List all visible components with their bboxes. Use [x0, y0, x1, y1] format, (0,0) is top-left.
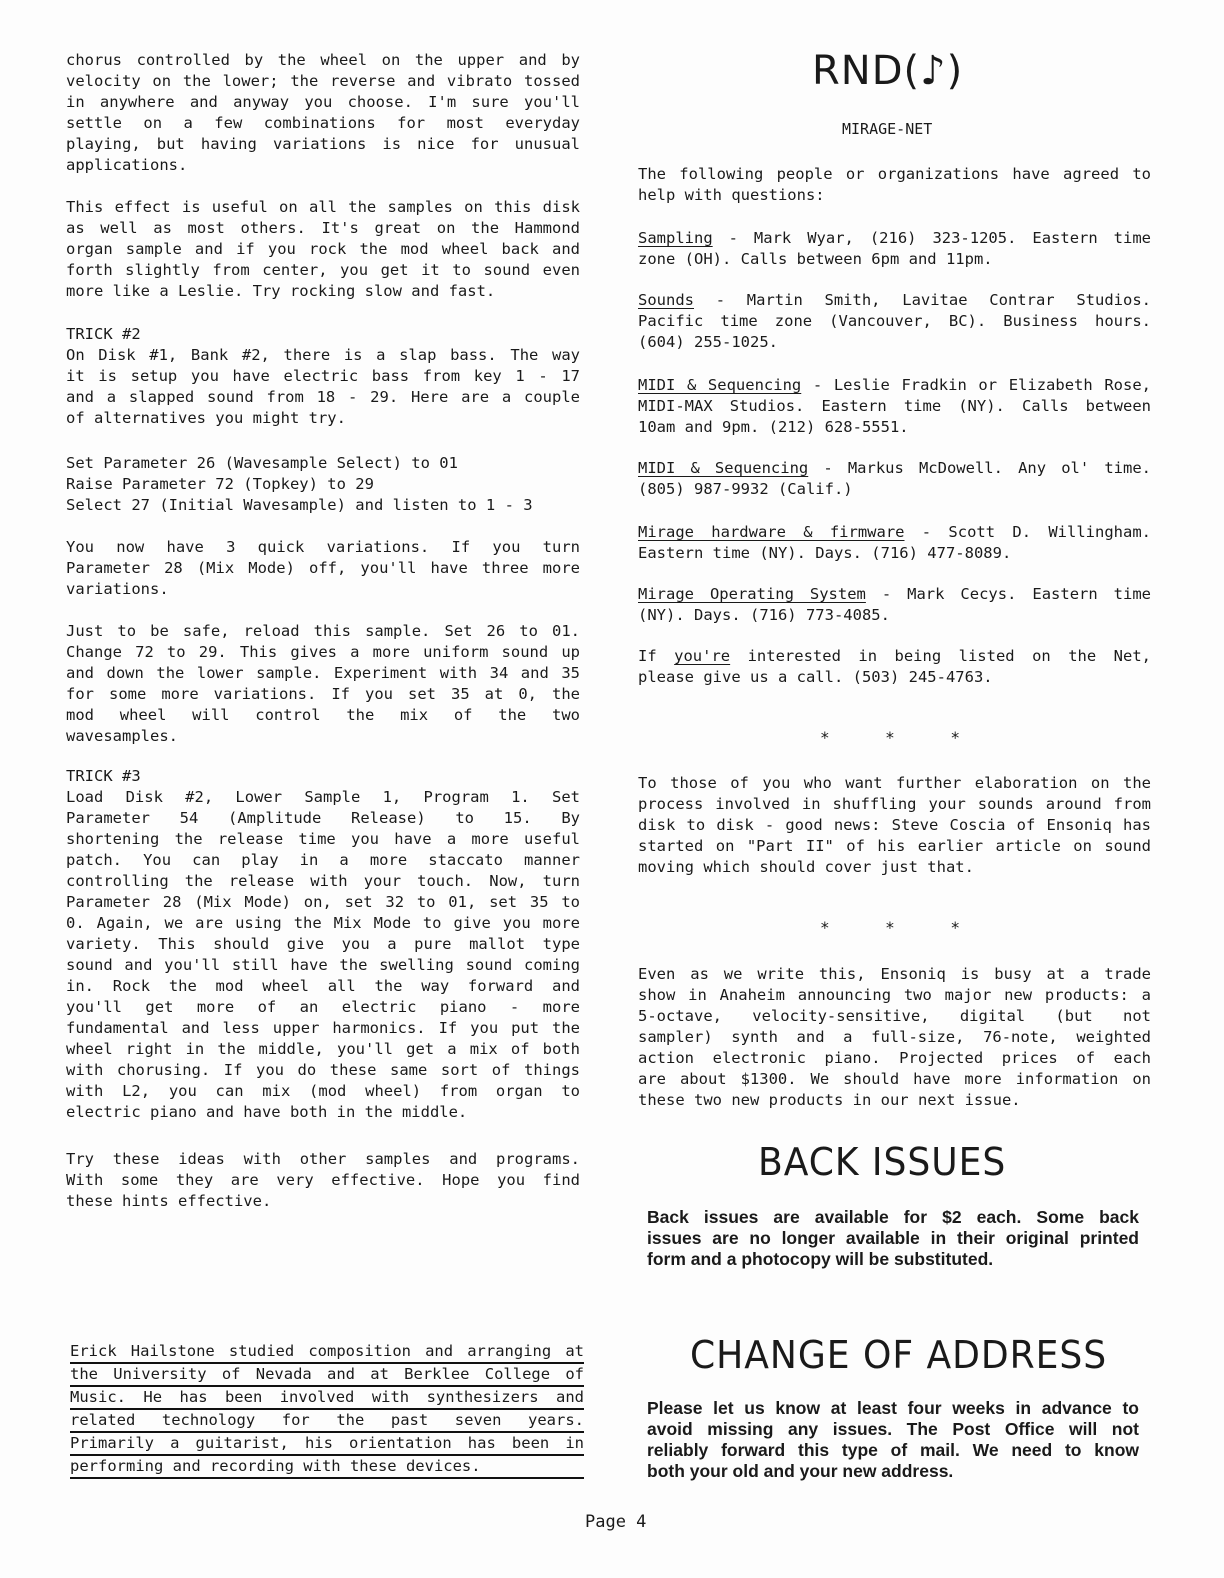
text-line: organ sample and if you rock the mod wheel back and — [66, 240, 580, 258]
text-line: Primarily a guitarist, his orientation has been in — [70, 1433, 584, 1456]
underlined-topic: Sampling — [638, 229, 713, 247]
text-line: and a slapped sound from 18 - 29. Here are a couple — [66, 388, 580, 406]
text-segment: - Mark Wyar, (216) 323-1205. Eastern time — [712, 229, 1151, 247]
text-line: variety. This should give you a pure mallot type — [66, 935, 580, 953]
text-line — [638, 228, 1151, 249]
contact-entry — [638, 375, 1151, 438]
contact-entry — [638, 522, 1151, 564]
text-line: MIDI-MAX Studios. Eastern time (NY). Calls between — [638, 397, 1151, 415]
music-note-icon: ♪ — [920, 48, 947, 94]
text-line: settle on a few combinations for most everyday — [66, 114, 580, 132]
underlined-topic: MIDI & Sequencing — [638, 376, 802, 394]
text-line: in. Rock the mod wheel all the way forward and — [66, 977, 580, 995]
text-line: issues are no longer available in their original printed — [647, 1228, 1139, 1248]
underlined-topic: MIDI & Sequencing — [638, 459, 809, 477]
underlined-topic: you're — [674, 647, 731, 665]
text-line: as well as most others. It's great on the Hammond — [66, 219, 580, 237]
separator: * * * — [820, 728, 960, 747]
back-issues-heading: BACK ISSUES — [758, 1140, 1007, 1184]
text-segment: - Martin Smith, Lavitae Contrar Studios. — [694, 291, 1151, 309]
text-line: these two new products in our next issue. — [638, 1091, 1021, 1109]
text-line: moving which should cover just that. — [638, 858, 974, 876]
text-segment: - Scott D. Willingham. — [904, 523, 1151, 541]
text-line: with chorusing. If you do these same sort of things — [66, 1061, 580, 1079]
text-line: TRICK #3 — [66, 767, 141, 785]
change-of-address-text — [647, 1396, 1139, 1480]
text-segment: If — [638, 647, 675, 665]
text-line: form and a photocopy will be substituted. — [647, 1249, 994, 1269]
text-line: started on "Part II" of his earlier article on sound — [638, 837, 1151, 855]
text-line: it is setup you have electric bass from key 1 - 17 — [66, 367, 580, 385]
paragraph — [66, 1149, 580, 1212]
text-line: disk to disk - good news: Steve Coscia of Ensoniq has — [638, 816, 1151, 834]
text-line: patch. You can play in a more staccato manner — [66, 851, 580, 869]
parameter-list — [66, 453, 580, 516]
text-line: Load Disk #2, Lower Sample 1, Program 1. Set — [66, 788, 580, 806]
logo-paren: ) — [946, 48, 964, 94]
text-line: 0. Again, we are using the Mix Mode to give you more — [66, 914, 580, 932]
text-line: sound and you'll still have the swelling sound coming — [66, 956, 580, 974]
text-segment: - Mark Cecys. Eastern time — [865, 585, 1151, 603]
text-line: 10am and 9pm. (212) 628-5551. — [638, 418, 909, 436]
text-line: 5-octave, velocity-sensitive, digital (but not — [638, 1007, 1151, 1025]
text-line: To those of you who want further elaboration on the — [638, 774, 1151, 792]
text-line: playing, but having variations is nice for unusual — [66, 135, 580, 153]
text-line — [638, 522, 1151, 543]
paragraph — [66, 50, 580, 176]
text-line: applications. — [66, 156, 188, 174]
text-line: Raise Parameter 72 (Topkey) to 29 — [66, 475, 374, 493]
text-line — [638, 375, 1151, 396]
text-line: mod wheel will control the mix of the two — [66, 706, 580, 724]
text-line: velocity on the lower; the reverse and vibrato tossed — [66, 72, 580, 90]
author-bio — [70, 1341, 584, 1479]
text-line: Pacific time zone (Vancouver, BC). Business hours. — [638, 312, 1151, 330]
text-line: for some more variations. If you set 35 at 0, the — [66, 685, 580, 703]
text-line: TRICK #2 — [66, 325, 141, 343]
text-line: with L2, you can mix (mod wheel) from organ to — [66, 1082, 580, 1100]
text-line: Back issues are available for $2 each. Some back — [647, 1207, 1139, 1227]
text-line: Please let us know at least four weeks in advance to — [647, 1398, 1139, 1418]
text-line: chorus controlled by the wheel on the upper and by — [66, 51, 580, 69]
paragraph — [638, 164, 1151, 206]
trick-3-paragraph — [66, 766, 580, 1123]
change-of-address-heading: CHANGE OF ADDRESS — [690, 1333, 1108, 1377]
text-line: wheel right in the middle, you'll get a mix of both — [66, 1040, 580, 1058]
text-line: process involved in shuffling your sounds around from — [638, 795, 1151, 813]
text-line: wavesamples. — [66, 727, 178, 745]
underlined-topic: Sounds — [638, 291, 694, 309]
rnd-logo — [812, 48, 963, 94]
text-line: both your old and your new address. — [647, 1461, 954, 1481]
page-number: Page 4 — [585, 1512, 647, 1532]
text-line: help with questions: — [638, 186, 825, 204]
text-line: sampler) synth and a full-size, 76-note, weighted — [638, 1028, 1151, 1046]
text-line: the University of Nevada and at Berklee College of — [70, 1364, 584, 1387]
text-line: you'll get more of an electric piano - more — [66, 998, 580, 1016]
text-line — [638, 646, 1151, 667]
contact-entry — [638, 228, 1151, 270]
paragraph — [638, 646, 1151, 688]
text-line: Parameter 28 (Mix Mode) off, you'll have three more — [66, 559, 580, 577]
paragraph — [66, 197, 580, 302]
text-line: more like a Leslie. Try rocking slow and fast. — [66, 282, 496, 300]
text-line: performing and recording with these devices. — [70, 1456, 584, 1479]
text-line: in anywhere and anyway you choose. I'm sure you'll — [66, 93, 580, 111]
text-line: avoid missing any issues. The Post Office will not — [647, 1419, 1139, 1439]
underlined-topic: Mirage Operating System — [638, 585, 866, 603]
text-line: Set Parameter 26 (Wavesample Select) to 01 — [66, 454, 458, 472]
text-line: show in Anaheim announcing two major new products: a — [638, 986, 1151, 1004]
text-line: variations. — [66, 580, 169, 598]
text-line: Eastern time (NY). Days. (716) 477-8089. — [638, 544, 1012, 562]
contact-entry — [638, 290, 1151, 353]
text-line: forth slightly from center, you get it to sound even — [66, 261, 580, 279]
text-line: shortening the release time you have a more useful — [66, 830, 580, 848]
text-line — [638, 290, 1151, 311]
trick-2-paragraph — [66, 324, 580, 429]
text-line: (805) 987-9932 (Calif.) — [638, 480, 853, 498]
text-line: reliably forward this type of mail. We need to know — [647, 1440, 1139, 1460]
text-line: With some they are very effective. Hope you find — [66, 1171, 580, 1189]
paragraph — [66, 537, 580, 600]
text-line: (604) 255-1025. — [638, 333, 778, 351]
text-line: Parameter 54 (Amplitude Release) to 15. By — [66, 809, 580, 827]
text-line: On Disk #1, Bank #2, there is a slap bass. The way — [66, 346, 580, 364]
text-line: of alternatives you might try. — [66, 409, 346, 427]
text-line: are about $1300. We should have more information on — [638, 1070, 1151, 1088]
text-line: action electronic piano. Projected prices of each — [638, 1049, 1151, 1067]
text-segment: - Markus McDowell. Any ol' time. — [808, 459, 1152, 477]
text-line: Just to be safe, reload this sample. Set 26 to 01. — [66, 622, 580, 640]
text-line: Try these ideas with other samples and programs. — [66, 1150, 580, 1168]
text-line: controlling the release with your touch. Now, turn — [66, 872, 580, 890]
paragraph — [66, 621, 580, 747]
text-line: these hints effective. — [66, 1192, 272, 1210]
text-line: fundamental and less upper harmonics. If you put the — [66, 1019, 580, 1037]
text-line: related technology for the past seven years. — [70, 1410, 584, 1433]
separator: * * * — [820, 918, 960, 937]
text-line: Music. He has been involved with synthesizers and — [70, 1387, 584, 1410]
contact-entry — [638, 458, 1151, 500]
text-line: Even as we write this, Ensoniq is busy at a trade — [638, 965, 1151, 983]
paragraph — [638, 964, 1151, 1111]
text-line — [638, 458, 1151, 479]
back-issues-text — [647, 1205, 1139, 1268]
underlined-topic: Mirage hardware & firmware — [638, 523, 905, 541]
text-line: You now have 3 quick variations. If you turn — [66, 538, 580, 556]
text-line: please give us a call. (503) 245-4763. — [638, 668, 993, 686]
text-line: Erick Hailstone studied composition and arranging at — [70, 1341, 584, 1364]
text-segment: interested in being listed on the Net, — [730, 647, 1151, 665]
text-line: electric piano and have both in the middle. — [66, 1103, 468, 1121]
text-line: and down the lower sample. Experiment with 34 and 35 — [66, 664, 580, 682]
section-subtitle: MIRAGE-NET — [842, 120, 933, 138]
text-line: This effect is useful on all the samples on this disk — [66, 198, 580, 216]
text-line: zone (OH). Calls between 6pm and 11pm. — [638, 250, 993, 268]
text-line — [638, 584, 1151, 605]
text-line: The following people or organizations have agreed to — [638, 165, 1151, 183]
contact-entry — [638, 584, 1151, 626]
text-line: Select 27 (Initial Wavesample) and listen to 1 - 3 — [66, 496, 533, 514]
text-line: (NY). Days. (716) 773-4085. — [638, 606, 890, 624]
text-segment: - Leslie Fradkin or Elizabeth Rose, — [801, 376, 1151, 394]
text-line: Change 72 to 29. This gives a more uniform sound up — [66, 643, 580, 661]
logo-text: RND( — [812, 48, 921, 94]
paragraph — [638, 773, 1151, 878]
text-line: Parameter 28 (Mix Mode) on, set 32 to 01, set 35 to — [66, 893, 580, 911]
